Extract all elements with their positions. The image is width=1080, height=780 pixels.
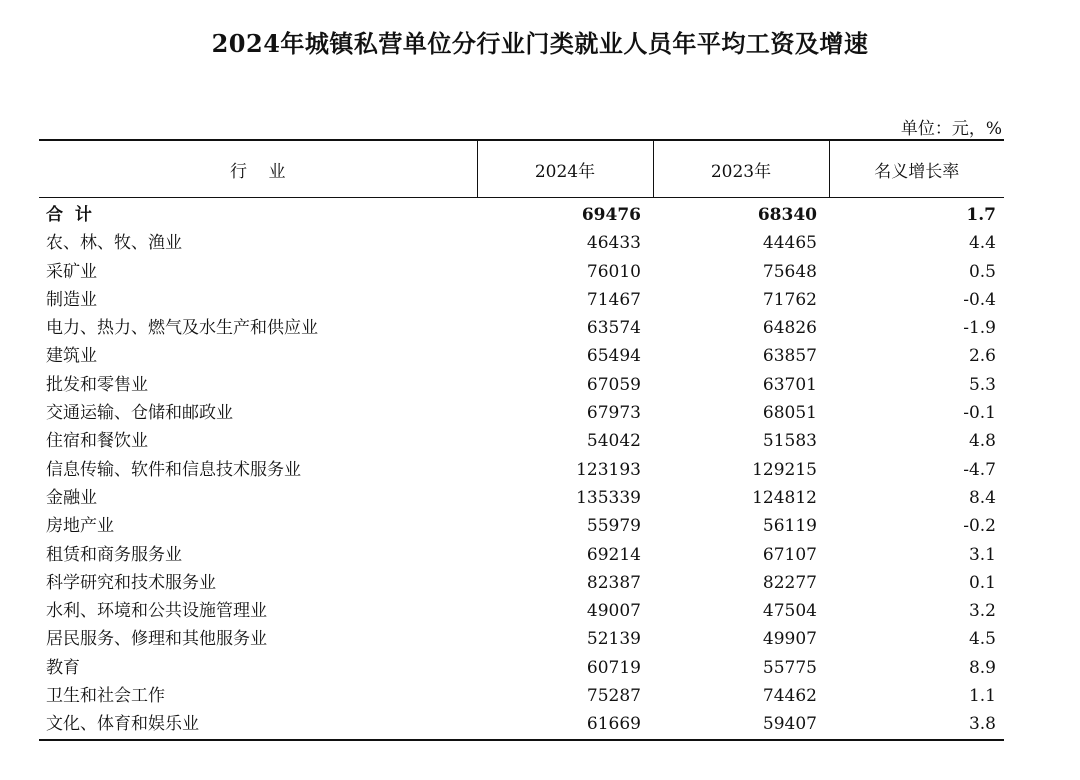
header-row xyxy=(39,140,1004,198)
page-title: 2024年城镇私营单位分行业门类就业人员年平均工资及增速 xyxy=(211,29,869,58)
table-header xyxy=(39,140,1004,198)
row-value-2023: 67107 xyxy=(762,544,817,565)
header-2024: 2024年 xyxy=(477,140,653,198)
row-value-2024: 52139 xyxy=(586,629,641,650)
table-row xyxy=(39,512,1004,540)
table-row xyxy=(39,342,1004,370)
row-industry-name: 农、林、牧、渔业 xyxy=(46,233,182,254)
row-industry-name: 合 计 xyxy=(46,205,92,225)
row-value-2023: 63857 xyxy=(762,346,817,367)
row-value-2024: 54042 xyxy=(586,431,641,452)
row-value-2023: 64826 xyxy=(762,318,817,339)
table-row xyxy=(39,597,1004,625)
wage-table xyxy=(39,139,1004,741)
row-value-2023: 74462 xyxy=(762,686,817,707)
row-industry-name: 文化、体育和娱乐业 xyxy=(39,710,477,739)
row-value-2023: 71762 xyxy=(762,289,817,310)
row-value-2024: 60719 xyxy=(586,657,641,678)
row-growth-rate: -4.7 xyxy=(963,459,996,480)
row-industry-name: 制造业 xyxy=(46,289,97,310)
row-value-2023: 124812 xyxy=(752,487,817,508)
table-row xyxy=(39,625,1004,653)
row-industry-name: 科学研究和技术服务业 xyxy=(46,572,216,593)
row-value-2024: 135339 xyxy=(576,487,641,508)
row-value-2023: 129215 xyxy=(752,459,817,480)
row-growth-rate: 3.8 xyxy=(829,710,1004,739)
row-industry-name: 建筑业 xyxy=(46,346,97,367)
row-growth-rate: 8.9 xyxy=(968,657,996,678)
table-row xyxy=(39,258,1004,286)
row-growth-rate: -0.2 xyxy=(963,516,996,537)
row-industry-name: 水利、环境和公共设施管理业 xyxy=(46,601,267,622)
table-row xyxy=(39,427,1004,455)
row-growth-rate: 0.5 xyxy=(968,261,996,282)
table-row xyxy=(39,541,1004,569)
row-value-2023: 68051 xyxy=(762,403,817,424)
row-value-2024: 61669 xyxy=(477,710,653,739)
row-growth-rate: -0.4 xyxy=(963,289,996,310)
row-industry-name: 金融业 xyxy=(46,487,97,508)
row-growth-rate: -0.1 xyxy=(963,403,996,424)
table-row xyxy=(39,229,1004,257)
row-value-2024: 123193 xyxy=(576,459,641,480)
table-row xyxy=(39,710,1004,739)
row-value-2024: 82387 xyxy=(586,572,641,593)
row-value-2023: 59407 xyxy=(653,710,829,739)
unit-note: 单位：元，% xyxy=(900,119,1002,139)
row-value-2023: 51583 xyxy=(762,431,817,452)
row-value-2024: 69214 xyxy=(586,544,641,565)
row-industry-name: 采矿业 xyxy=(46,261,97,282)
row-value-2024: 71467 xyxy=(586,289,641,310)
row-growth-rate: 4.5 xyxy=(968,629,996,650)
row-growth-rate: 0.1 xyxy=(968,572,996,593)
row-value-2024: 67973 xyxy=(586,403,641,424)
row-growth-rate: -1.9 xyxy=(963,318,996,339)
row-value-2023: 49907 xyxy=(762,629,817,650)
row-value-2023: 44465 xyxy=(762,233,817,254)
row-industry-name: 批发和零售业 xyxy=(46,374,148,395)
row-value-2024: 67059 xyxy=(586,374,641,395)
table-row xyxy=(39,654,1004,682)
header-industry: 行 业 xyxy=(39,140,477,198)
header-2023: 2023年 xyxy=(653,140,829,198)
row-industry-name: 住宿和餐饮业 xyxy=(46,431,148,452)
row-value-2023: 68340 xyxy=(757,205,817,225)
row-industry-name: 房地产业 xyxy=(46,516,114,537)
row-industry-name: 信息传输、软件和信息技术服务业 xyxy=(46,459,301,480)
table-row xyxy=(39,314,1004,342)
table-row xyxy=(39,286,1004,314)
row-value-2024: 55979 xyxy=(586,516,641,537)
table-row xyxy=(39,399,1004,427)
row-value-2023: 82277 xyxy=(762,572,817,593)
row-growth-rate: 5.3 xyxy=(968,374,996,395)
row-growth-rate: 8.4 xyxy=(968,487,996,508)
table-row-total xyxy=(39,198,1004,230)
row-value-2024: 76010 xyxy=(586,261,641,282)
table-row xyxy=(39,484,1004,512)
table-row xyxy=(39,682,1004,710)
row-value-2024: 63574 xyxy=(586,318,641,339)
row-industry-name: 租赁和商务服务业 xyxy=(46,544,182,565)
wage-table-container xyxy=(39,139,1004,741)
header-growth-rate: 名义增长率 xyxy=(829,140,1004,198)
row-value-2023: 47504 xyxy=(762,601,817,622)
row-growth-rate: 1.1 xyxy=(968,686,996,707)
row-value-2024: 69476 xyxy=(581,205,641,225)
row-value-2024: 75287 xyxy=(586,686,641,707)
row-industry-name: 卫生和社会工作 xyxy=(46,686,165,707)
row-value-2023: 56119 xyxy=(762,516,817,537)
row-growth-rate: 4.8 xyxy=(968,431,996,452)
row-industry-name: 居民服务、修理和其他服务业 xyxy=(46,629,267,650)
table-row xyxy=(39,456,1004,484)
row-growth-rate: 2.6 xyxy=(968,346,996,367)
row-value-2024: 65494 xyxy=(586,346,641,367)
table-body xyxy=(39,198,1004,740)
row-value-2023: 55775 xyxy=(762,657,817,678)
row-value-2023: 63701 xyxy=(762,374,817,395)
row-growth-rate: 3.1 xyxy=(968,544,996,565)
row-value-2023: 75648 xyxy=(762,261,817,282)
row-industry-name: 交通运输、仓储和邮政业 xyxy=(46,403,233,424)
table-row xyxy=(39,371,1004,399)
row-value-2024: 49007 xyxy=(586,601,641,622)
row-growth-rate: 3.2 xyxy=(968,601,996,622)
row-value-2024: 46433 xyxy=(586,233,641,254)
row-growth-rate: 4.4 xyxy=(968,233,996,254)
row-industry-name: 教育 xyxy=(46,657,80,678)
row-industry-name: 电力、热力、燃气及水生产和供应业 xyxy=(46,318,318,339)
table-row xyxy=(39,569,1004,597)
row-growth-rate: 1.7 xyxy=(966,205,996,225)
